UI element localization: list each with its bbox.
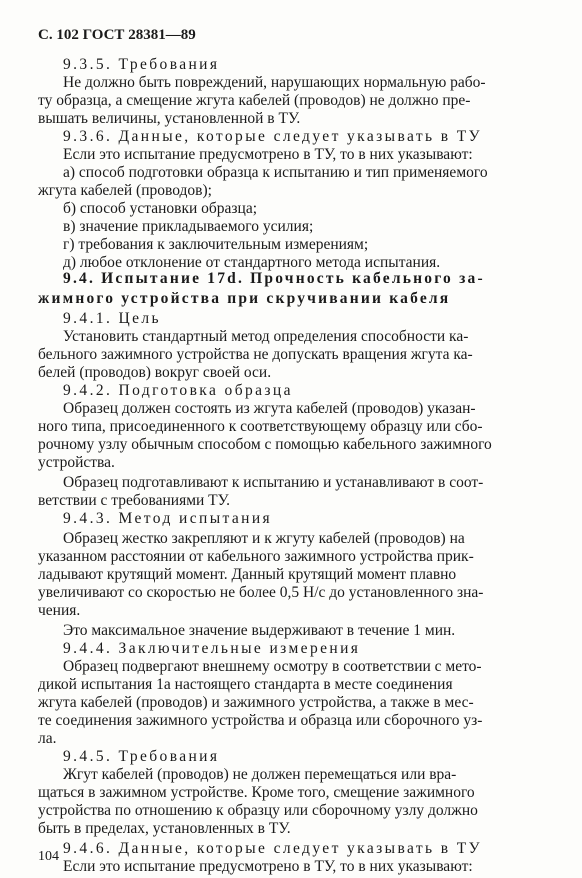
text-line: Установить стандартный метод определения способности ка- — [63, 328, 469, 345]
text-line: Образец жестко закрепляют и к жгуту кабелей (проводов) на — [63, 530, 465, 547]
text-line: Образец должен состоять из жгута кабелей (проводов) указан- — [63, 400, 476, 417]
section-heading: 9.4.2. Подготовка образца — [63, 382, 293, 399]
text-line: б) способ установки образца; — [63, 200, 258, 217]
section-heading: 9.4.4. Заключительные измерения — [63, 640, 361, 657]
text-line: дикой испытания 1а настоящего стандарта в месте соединения — [38, 676, 453, 693]
text-line: Не должно быть повреждений, нарушающих нормальную рабо- — [63, 74, 486, 91]
page-header: С. 102 ГОСТ 28381—89 — [38, 27, 196, 43]
text-line: увеличивают со скоростью не более 0,5 Н/с до установленного зна- — [38, 584, 484, 601]
text-line: жгута кабелей (проводов) и зажимного устройства, а также в мес- — [38, 694, 474, 711]
text-line: Это максимальное значение выдерживают в течение 1 мин. — [63, 622, 456, 639]
text-line: указанном расстоянии от кабельного зажимного устройства прик- — [38, 548, 474, 565]
page-number: 104 — [38, 849, 59, 864]
section-heading: 9.4.1. Цель — [63, 310, 162, 327]
text-line: ла. — [38, 730, 57, 747]
text-line: чения. — [38, 602, 81, 619]
text-line: рочному узлу обычным способом с помощью кабельного зажимного — [38, 436, 492, 453]
text-line: а) способ подготовки образца к испытанию и тип применяемого — [63, 164, 488, 181]
section-heading: жимного устройства при скручивании кабеля — [38, 290, 451, 307]
section-heading: 9.4.5. Требования — [63, 748, 220, 765]
section-heading: 9.4.6. Данные, которые следует указывать в ТУ — [63, 840, 483, 857]
text-line: ту образца, а смещение жгута кабелей (проводов) не должно пре- — [38, 92, 471, 109]
text-line: д) любое отклонение от стандартного метода испытания. — [63, 254, 441, 271]
text-line: ного типа, присоединенного к соответствующему образцу или сбо- — [38, 418, 483, 435]
text-line: белей (проводов) вокруг своей оси. — [38, 364, 272, 381]
section-heading: 9.4. Испытание 17d. Прочность кабельного за- — [63, 270, 485, 287]
text-line: быть в пределах, установленных в ТУ. — [38, 820, 291, 837]
text-line: Образец подвергают внешнему осмотру в соответствии с мето- — [63, 658, 482, 675]
text-line: устройства. — [38, 454, 115, 471]
text-line: в) значение прикладываемого усилия; — [63, 218, 314, 235]
text-line: бельного зажимного устройства не допускать вращения жгута ка- — [38, 346, 473, 363]
text-line: вышать величины, установленной в ТУ. — [38, 110, 301, 127]
text-line: устройства по отношению к образцу или сборочному узлу должно — [38, 802, 478, 819]
section-heading: 9.3.5. Требования — [63, 56, 220, 73]
text-line: те соединения зажимного устройства и образца или сборочного уз- — [38, 712, 483, 729]
text-line: ветствии с требованиями ТУ. — [38, 492, 230, 509]
text-line: щаться в зажимном устройстве. Кроме того, смещение зажимного — [38, 784, 475, 801]
text-line: жгута кабелей (проводов); — [38, 182, 212, 199]
text-line: Образец подготавливают к испытанию и устанавливают в соот- — [63, 474, 484, 491]
text-line: г) требования к заключительным измерениям; — [63, 236, 369, 253]
text-line: ладывают крутящий момент. Данный крутящий момент плавно — [38, 566, 457, 583]
text-line: Жгут кабелей (проводов) не должен перемещаться или вра- — [63, 766, 457, 783]
section-heading: 9.4.3. Метод испытания — [63, 510, 273, 527]
text-line: Если это испытание предусмотрено в ТУ, то в них указывают: — [63, 146, 473, 163]
section-heading: 9.3.6. Данные, которые следует указывать в ТУ — [63, 128, 483, 145]
text-line: Если это испытание предусмотрено в ТУ, то в них указывают: — [63, 858, 473, 875]
